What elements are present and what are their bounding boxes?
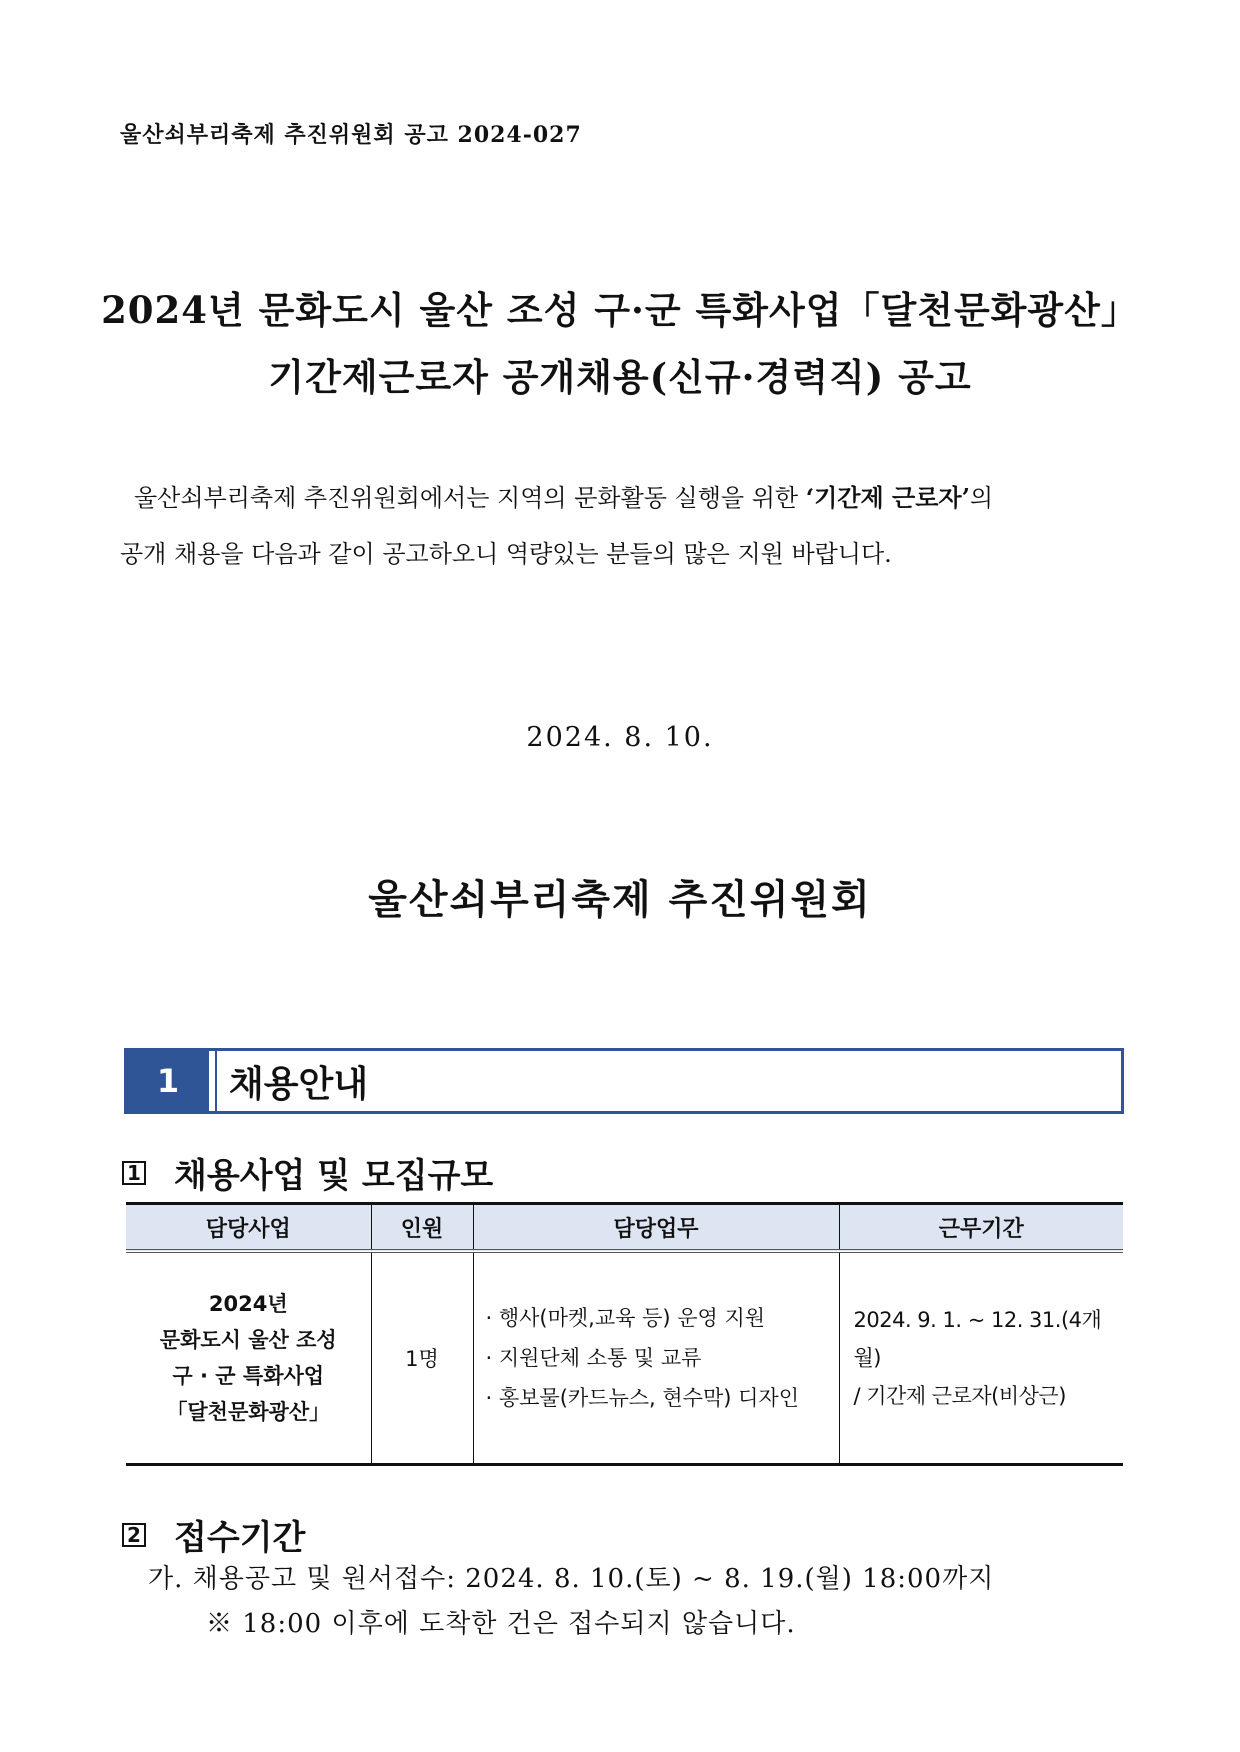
cell-period bbox=[839, 1251, 1123, 1465]
cell-duties bbox=[473, 1251, 839, 1465]
duty-item: · 행사(마켓,교육 등) 운영 지원 bbox=[485, 1306, 766, 1330]
intro-bold-text: ‘기간제 근로자’ bbox=[805, 483, 970, 512]
organization-name: 울산쇠부리축제 추진위원회 bbox=[368, 876, 872, 923]
table-row bbox=[126, 1251, 1123, 1465]
period-line: / 기간제 근로자(비상근) bbox=[853, 1384, 1066, 1408]
business-line: 2024년 bbox=[208, 1292, 288, 1316]
notice-number: 울산쇠부리축제 추진위원회 공고 2024-027 bbox=[120, 122, 582, 148]
duty-item: · 홍보물(카드뉴스, 현수막) 디자인 bbox=[485, 1386, 799, 1410]
document-title-line2: 기간제근로자 공개채용(신규·경력직) 공고 bbox=[268, 355, 972, 399]
receipt-note: ※ 18:00 이후에 도착한 건은 접수되지 않습니다. bbox=[206, 1609, 796, 1639]
table-header-row bbox=[126, 1204, 1123, 1252]
intro-text-line2: 공개 채용을 다음과 같이 공고하오니 역량있는 분들의 많은 지원 바랍니다. bbox=[120, 540, 892, 568]
boxed-number-icon: 2 bbox=[122, 1523, 146, 1547]
cell-count: 1명 bbox=[371, 1251, 473, 1465]
column-header-business: 담당사업 bbox=[126, 1204, 371, 1252]
cell-business bbox=[126, 1251, 371, 1465]
subsection-title-1: 채용사업 및 모집규모 bbox=[174, 1156, 494, 1196]
notice-date: 2024. 8. 10. bbox=[526, 722, 714, 753]
column-header-count: 인원 bbox=[371, 1204, 473, 1252]
subsection-heading-2 bbox=[122, 1510, 305, 1559]
intro-paragraph bbox=[120, 470, 1130, 582]
business-line: 구 · 군 특화사업 bbox=[172, 1364, 325, 1388]
subsection-title-2: 접수기간 bbox=[174, 1518, 306, 1558]
column-header-period: 근무기간 bbox=[839, 1204, 1123, 1252]
intro-text-part1: 울산쇠부리축제 추진위원회에서는 지역의 문화활동 실행을 위한 bbox=[134, 484, 806, 512]
boxed-number-icon: 1 bbox=[122, 1161, 146, 1185]
section-number: 1 bbox=[127, 1051, 209, 1111]
intro-text-part2: 의 bbox=[969, 484, 994, 512]
recruitment-table bbox=[126, 1202, 1123, 1466]
section-header bbox=[124, 1048, 1124, 1114]
subsection-heading-1 bbox=[122, 1148, 493, 1197]
business-line: 「달천문화광산」 bbox=[166, 1400, 331, 1424]
duty-item: · 지원단체 소통 및 교류 bbox=[485, 1346, 702, 1370]
column-header-duties: 담당업무 bbox=[473, 1204, 839, 1252]
business-line: 문화도시 울산 조성 bbox=[159, 1328, 337, 1352]
receipt-period-item: 가. 채용공고 및 원서접수: 2024. 8. 10.(토) ~ 8. 19.(월) 18:00까지 bbox=[148, 1564, 995, 1594]
period-line: 2024. 9. 1. ~ 12. 31.(4개월) bbox=[853, 1308, 1102, 1370]
document-title-line1: 2024년 문화도시 울산 조성 구·군 특화사업「달천문화광산」 bbox=[101, 288, 1139, 332]
section-title: 채용안내 bbox=[215, 1051, 1121, 1111]
